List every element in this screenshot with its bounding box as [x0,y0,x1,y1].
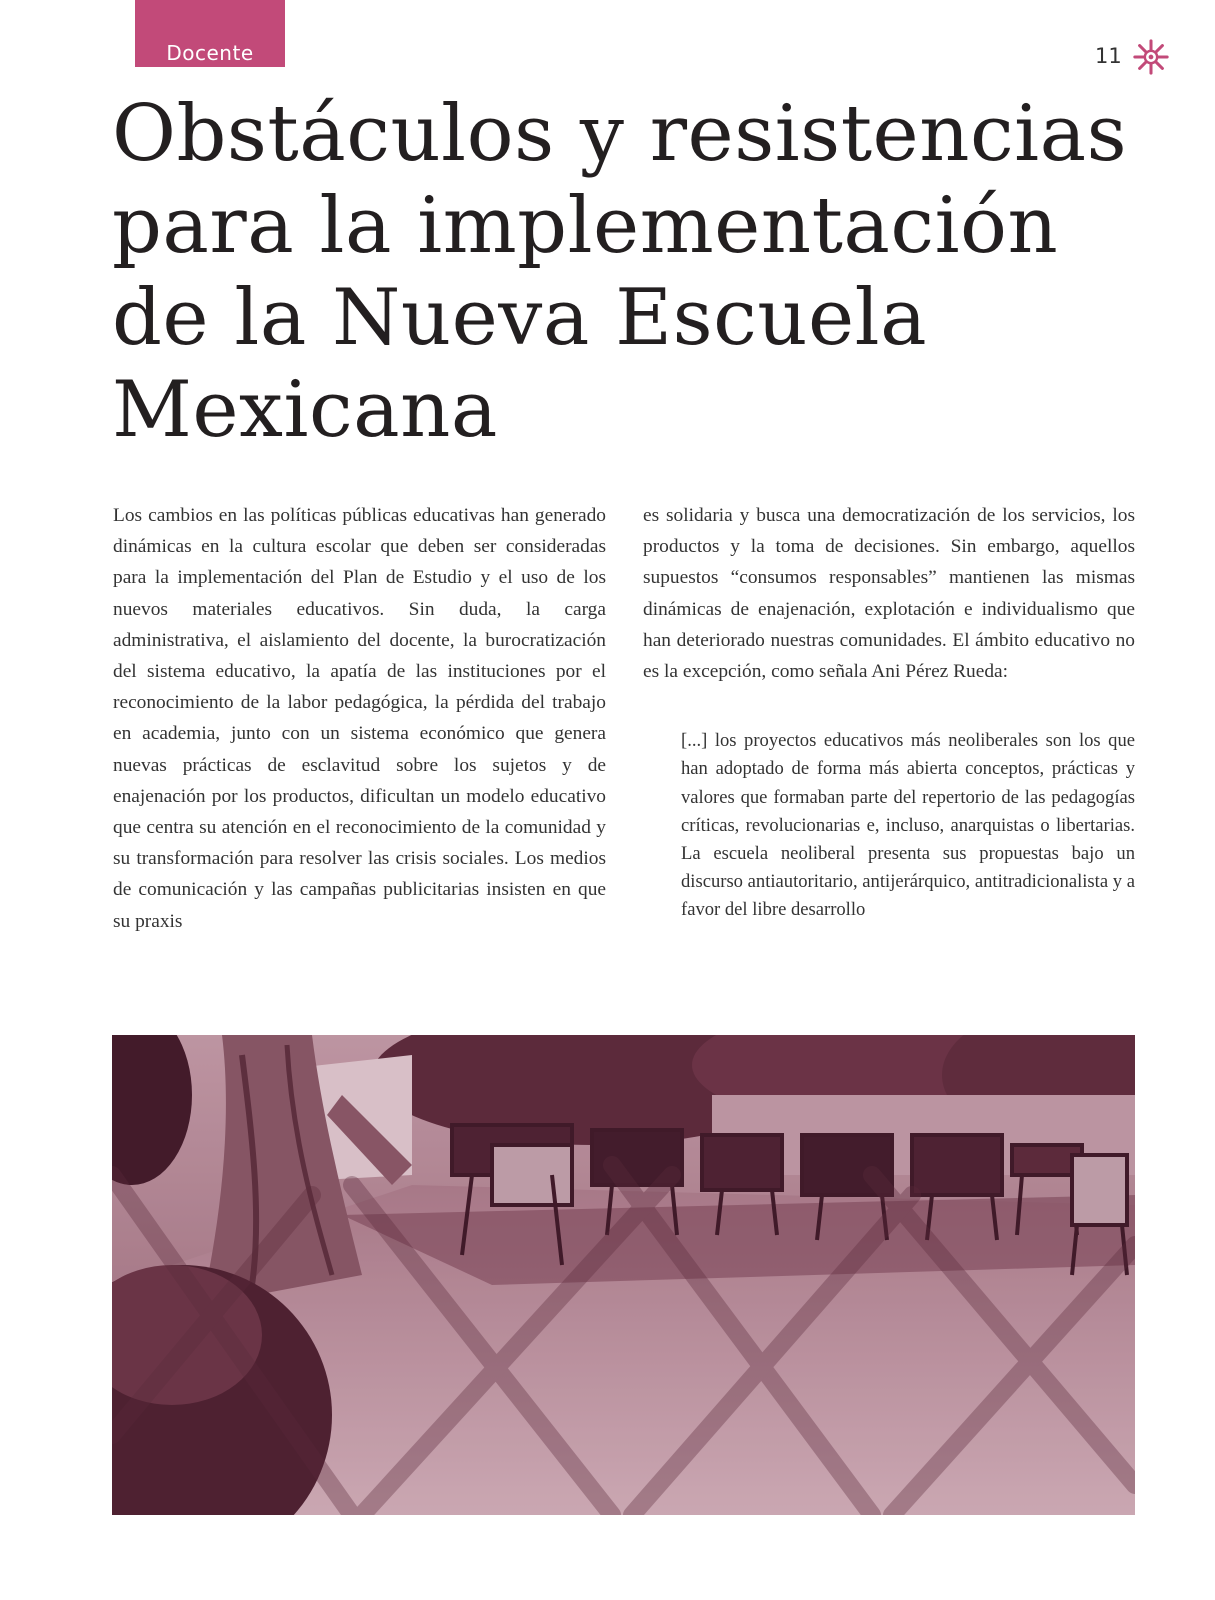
flower-icon [1132,38,1170,76]
article-photo [112,1035,1135,1515]
title-line: Mexicana [112,365,498,455]
article-title [112,88,1132,456]
body-paragraph: Los cambios en las políticas públicas educativas han generado dinámicas en la cultura escolar que deben ser consideradas para la implementación del Plan de Estudio y el uso de los nuevos materiales educativos. Sin duda, la carga administrativa, el aislamiento del docente, la burocratización del sistema educativo, la apatía de las instituciones por el reconocimiento de la labor pedagógica, la pérdida del trabajo en academia, junto con un sistema económico que genera nuevas prácticas de esclavitud sobre los sujetos y de enajenación por los productos, dificultan un modelo educativo que centra su atención en el reconocimiento de la comunidad y su transformación para resolver las crisis sociales. Los medios de comunicación y las campañas publicitarias insisten en que su praxis [113,505,606,932]
outdoor-classroom-photo [112,1035,1135,1515]
block-quote: [...] los proyectos educativos más neoliberales son los que han adoptado de forma más abierta conceptos, prácticas y valores que formaban parte del repertorio de las pedagogías críticas, revolucionarias e, incluso, anarquistas o libertarias. La escuela neoliberal presenta sus propuestas bajo un discurso antiautoritario, antijerárquico, antitradicionalista y a favor del libre desarrollo [681,730,1135,921]
title-line: para la implementación [112,181,1059,271]
title-line: Obstáculos y resistencias [112,89,1128,179]
section-tab [135,0,285,67]
body-column-left [113,500,606,937]
page-number: 11 [1095,44,1122,68]
body-column-right [643,500,1135,925]
body-paragraph: es solidaria y busca una democratización de los servicios, los productos y la toma de decisiones. Sin embargo, aquellos supuestos “consumos responsables” mantienen las mismas dinámicas de enajenación, explotación e individualismo que han deteriorado nuestras comunidades. El ámbito educativo no es la excepción, como señala Ani Pérez Rueda: [643,505,1135,683]
title-line: de la Nueva Escuela [112,273,928,363]
section-label: Docente [166,41,254,65]
